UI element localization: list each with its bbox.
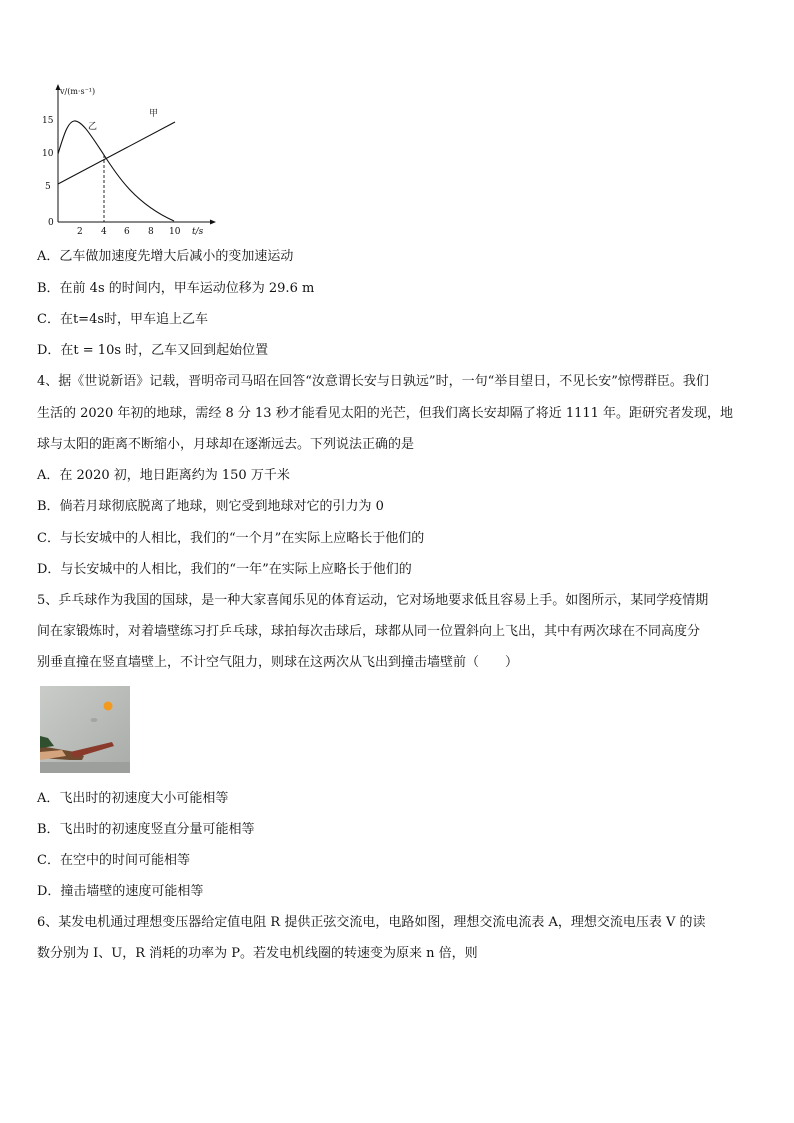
q5-stem-line-3: 别垂直撞在竖直墙壁上，不计空气阻力，则球在这两次从飞出到撞击墙壁前（ ） bbox=[37, 655, 519, 670]
x-tick-4: 4 bbox=[101, 227, 107, 237]
q5-stem-line-1: 5、乒乓球作为我国的国球，是一种大家喜闻乐见的体育运动，它对场地要求低且容易上手。如图所示，某同学疫情期 bbox=[37, 593, 709, 608]
y-tick-0: 0 bbox=[48, 218, 54, 228]
q3-option-d: D．在t = 10s 时，乙车又回到起始位置 bbox=[37, 343, 269, 358]
q5-stem-line-2: 间在家锻炼时，对着墙壁练习打乒乓球，球拍每次击球后，球都从同一位置斜向上飞出，其中有两次球在不同高度分 bbox=[37, 624, 701, 639]
y-tick-10: 10 bbox=[42, 149, 54, 159]
label-yi: 乙 bbox=[88, 122, 98, 132]
q6-stem-line-2: 数分别为 I、U，R 消耗的功率为 P。若发电机线圈的转速变为原来 n 倍，则 bbox=[37, 946, 478, 961]
q3-option-b: B．在前 4s 的时间内，甲车运动位移为 29.6 m bbox=[37, 281, 315, 296]
q4-stem-line-3: 球与太阳的距离不断缩小，月球却在逐渐远去。下列说法正确的是 bbox=[37, 437, 415, 452]
x-tick-10: 10 bbox=[169, 227, 181, 237]
q5-option-c: C．在空中的时间可能相等 bbox=[37, 853, 190, 868]
q6-stem-line-1: 6、某发电机通过理想变压器给定值电阻 R 提供正弦交流电，电路如图，理想交流电流表 A，理想交流电压表 V 的读 bbox=[37, 915, 706, 930]
x-axis-label: t/s bbox=[192, 227, 204, 237]
q4-stem-line-1: 4、据《世说新语》记载，晋明帝司马昭在回答“汝意谓长安与日孰远”时，一句“举目望日，不见长安”惊愕群臣。我们 bbox=[37, 374, 709, 389]
x-tick-8: 8 bbox=[148, 227, 154, 237]
ping-pong-photo bbox=[40, 686, 130, 773]
y-axis-label: v/(m·s⁻¹) bbox=[60, 87, 96, 96]
y-tick-5: 5 bbox=[45, 182, 51, 192]
q4-stem-line-2: 生活的 2020 年初的地球，需经 8 分 13 秒才能看见太阳的光芒，但我们离长安却隔了将近 1111 年。距研究者发现，地 bbox=[37, 406, 734, 421]
y-tick-15: 15 bbox=[42, 116, 54, 126]
x-tick-2: 2 bbox=[77, 227, 83, 237]
curve-yi bbox=[58, 121, 174, 221]
x-axis-arrow-icon bbox=[210, 220, 216, 225]
x-tick-6: 6 bbox=[124, 227, 130, 237]
q5-option-d: D．撞击墙壁的速度可能相等 bbox=[37, 884, 204, 899]
q3-option-a: A．乙车做加速度先增大后减小的变加速运动 bbox=[37, 249, 294, 264]
q4-option-a: A．在 2020 初，地日距离约为 150 万千米 bbox=[37, 468, 290, 483]
line-jia bbox=[58, 122, 175, 184]
label-jia: 甲 bbox=[149, 109, 159, 119]
q3-option-c: C．在t=4s时，甲车追上乙车 bbox=[37, 312, 209, 327]
q4-option-d: D．与长安城中的人相比，我们的“一年”在实际上应略长于他们的 bbox=[37, 562, 412, 577]
q5-option-b: B．飞出时的初速度竖直分量可能相等 bbox=[37, 822, 255, 837]
q4-option-b: B．倘若月球彻底脱离了地球，则它受到地球对它的引力为 0 bbox=[37, 499, 384, 514]
q5-option-a: A．飞出时的初速度大小可能相等 bbox=[37, 791, 229, 806]
velocity-time-graph bbox=[40, 82, 230, 242]
q4-option-c: C．与长安城中的人相比，我们的“一个月”在实际上应略长于他们的 bbox=[37, 531, 425, 546]
